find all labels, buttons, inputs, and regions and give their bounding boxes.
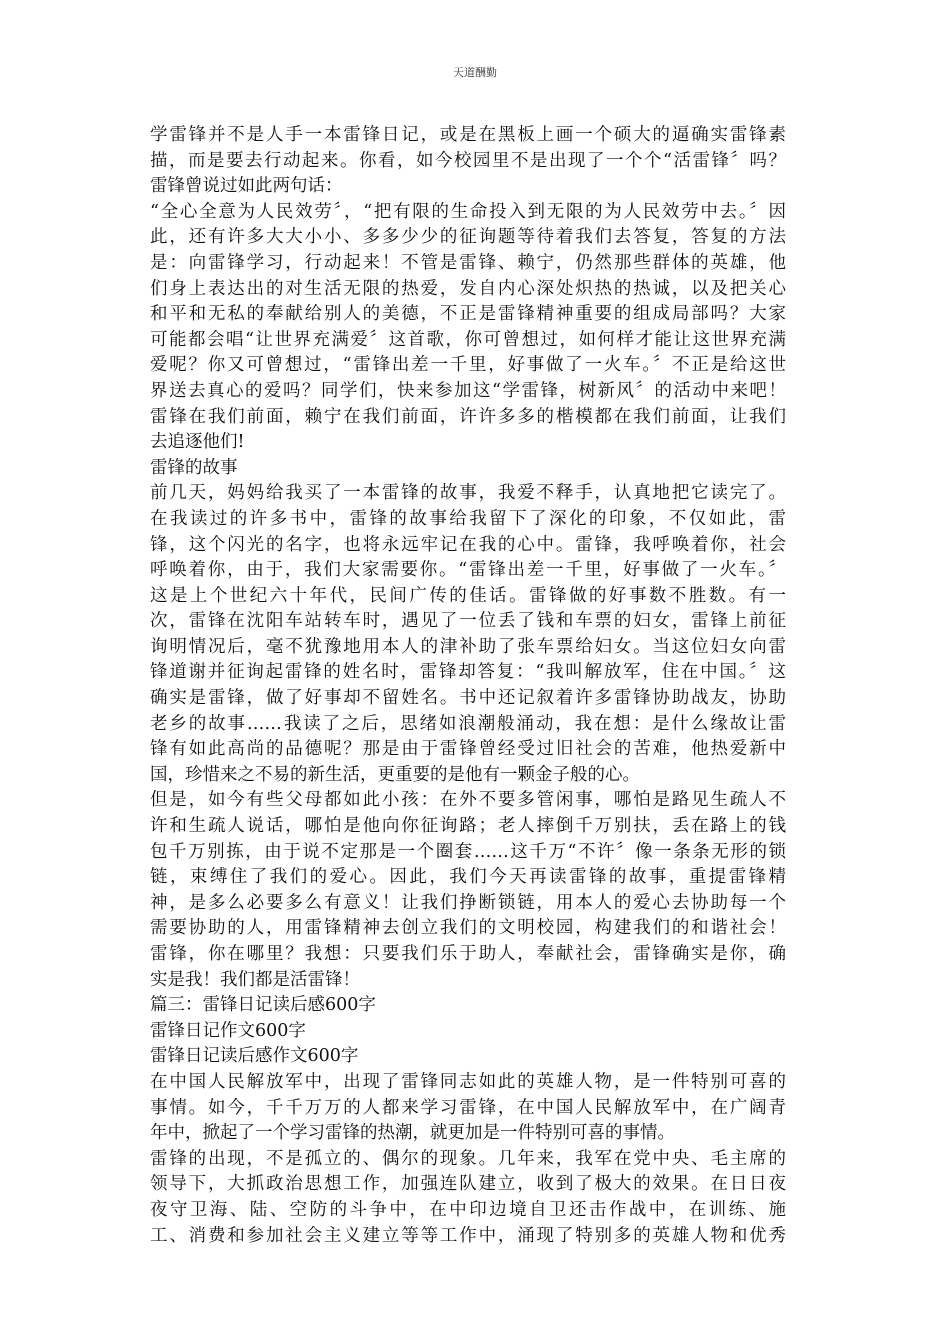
text-line: 和平和无私的奉献给别人的美德，不正是雷锋精神重要的组成局部吗？大家 bbox=[150, 304, 786, 325]
text-line: 去追逐他们! bbox=[150, 432, 245, 453]
text-line: 此，还有许多大大小小、多多少少的征询题等待着我们去答复，答复的方法 bbox=[150, 227, 786, 248]
text-line: 夜守卫海、陆、空防的斗争中，在中印边境自卫还击作战中，在训练、施 bbox=[150, 1199, 786, 1220]
text-line: 年中，掀起了一个学习雷锋的热潮，就更加是一件特别可喜的事情。 bbox=[150, 1123, 675, 1144]
text-line: 老乡的故事……我读了之后，思绪如浪潮般涌动，我在想：是什么缘故让雷 bbox=[150, 713, 786, 734]
text-line: 描，而是要去行动起来。你看，如今校园里不是出现了一个个“活雷锋〞吗？ bbox=[150, 150, 786, 171]
document-body bbox=[150, 123, 786, 1249]
text-line: 确实是雷锋，做了好事却不留姓名。书中还记叙着许多雷锋协助战友，协助 bbox=[150, 688, 786, 709]
text-line: 雷锋日记读后感作文600字 bbox=[150, 1046, 359, 1067]
text-line: 包千万别拣，由于说不定那是一个圈套……这千万“不许〞像一条条无形的锁 bbox=[150, 841, 786, 862]
text-line: 许和生疏人说话，哪怕是他向你征询路；老人摔倒千万别扶，丢在路上的钱 bbox=[150, 816, 786, 837]
text-line: 领导下，大抓政治思想工作，加强连队建立，收到了极大的效果。在日日夜 bbox=[150, 1174, 786, 1195]
text-line: 是：向雷锋学习，行动起来！不管是雷锋、赖宁，仍然那些群体的英雄，他 bbox=[150, 252, 786, 273]
text-line: “全心全意为人民效劳〞，“把有限的生命投入到无限的为人民效劳中去。〞因 bbox=[150, 201, 786, 222]
text-line: 雷锋的故事 bbox=[150, 457, 238, 478]
text-line: 需要协助的人，用雷锋精神去创立我们的文明校园，构建我们的和谐社会！ bbox=[150, 918, 786, 939]
text-line: 篇三：雷锋日记读后感600字 bbox=[150, 995, 376, 1016]
text-line: 这是上个世纪六十年代，民间广传的佳话。雷锋做的好事数不胜数。有一 bbox=[150, 585, 786, 606]
text-line: 界送去真心的爱吗？同学们，快来参加这“学雷锋，树新风〞的活动中来吧！ bbox=[150, 380, 786, 401]
text-line: 询明情况后，毫不犹豫地用本人的津补助了张车票给妇女。当这位妇女向雷 bbox=[150, 636, 786, 657]
text-line: 链，束缚住了我们的爱心。因此，我们今天再读雷锋的故事，重提雷锋精 bbox=[150, 867, 786, 888]
text-line: 在我读过的许多书中，雷锋的故事给我留下了深化的印象，不仅如此，雷 bbox=[150, 508, 786, 529]
text-line: 在中国人民解放军中，出现了雷锋同志如此的英雄人物，是一件特别可喜的 bbox=[150, 1071, 786, 1092]
page-header: 天道酬勤 bbox=[453, 66, 497, 79]
text-line: 爱呢？你又可曾想过，“雷锋出差一千里，好事做了一火车。〞不正是给这世 bbox=[150, 355, 786, 376]
text-line: 锋道谢并征询起雷锋的姓名时，雷锋却答复：“我叫解放军，住在中国。〞这 bbox=[150, 662, 786, 683]
text-line: 可能都会唱“让世界充满爱〞这首歌，你可曾想过，如何样才能让这世界充满 bbox=[150, 329, 786, 350]
text-line: 工、消费和参加社会主义建立等等工作中，涌现了特别多的英雄人物和优秀 bbox=[150, 1225, 786, 1246]
text-line: 雷锋在我们前面，赖宁在我们前面，许许多多的楷模都在我们前面，让我们 bbox=[150, 406, 786, 427]
text-line: 次，雷锋在沈阳车站转车时，遇见了一位丢了钱和车票的妇女，雷锋上前征 bbox=[150, 611, 786, 632]
text-line: 雷锋曾说过如此两句话： bbox=[150, 176, 343, 197]
text-line: 锋，这个闪光的名字，也将永远牢记在我的心中。雷锋，我呼唤着你，社会 bbox=[150, 534, 786, 555]
text-line: 雷锋日记作文600字 bbox=[150, 1020, 306, 1041]
text-line: 雷锋，你在哪里？我想：只要我们乐于助人，奉献社会，雷锋确实是你，确 bbox=[150, 944, 786, 964]
text-line: 锋有如此高尚的品德呢？那是由于雷锋曾经受过旧社会的苦难，他热爱新中 bbox=[150, 739, 786, 760]
text-line: 们身上表达出的对生活无限的热爱，发自内心深处炽热的热诚，以及把关心 bbox=[150, 278, 786, 299]
text-line: 神，是多么必要多么有意义！让我们挣断锁链，用本人的爱心去协助每一个 bbox=[150, 892, 786, 913]
text-line: 前几天，妈妈给我买了一本雷锋的故事，我爱不释手，认真地把它读完了。 bbox=[150, 483, 786, 504]
text-line: 但是，如今有些父母都如此小孩：在外不要多管闲事，哪怕是路见生疏人不 bbox=[150, 790, 786, 811]
text-line: 呼唤着你，由于，我们大家需要你。“雷锋出差一千里，好事做了一火车。〞 bbox=[150, 560, 786, 581]
text-line: 实是我！我们都是活雷锋！ bbox=[150, 969, 360, 990]
text-line: 事情。如今，千千万万的人都来学习雷锋，在中国人民解放军中，在广阔青 bbox=[150, 1097, 786, 1118]
text-line: 国，珍惜来之不易的新生活，更重要的是他有一颗金子般的心。 bbox=[150, 764, 640, 785]
text-line: 学雷锋并不是人手一本雷锋日记，或是在黑板上画一个硕大的逼确实雷锋素 bbox=[150, 125, 786, 145]
text-line: 雷锋的出现，不是孤立的、偶尔的现象。几年来，我军在党中央、毛主席的 bbox=[150, 1148, 786, 1169]
